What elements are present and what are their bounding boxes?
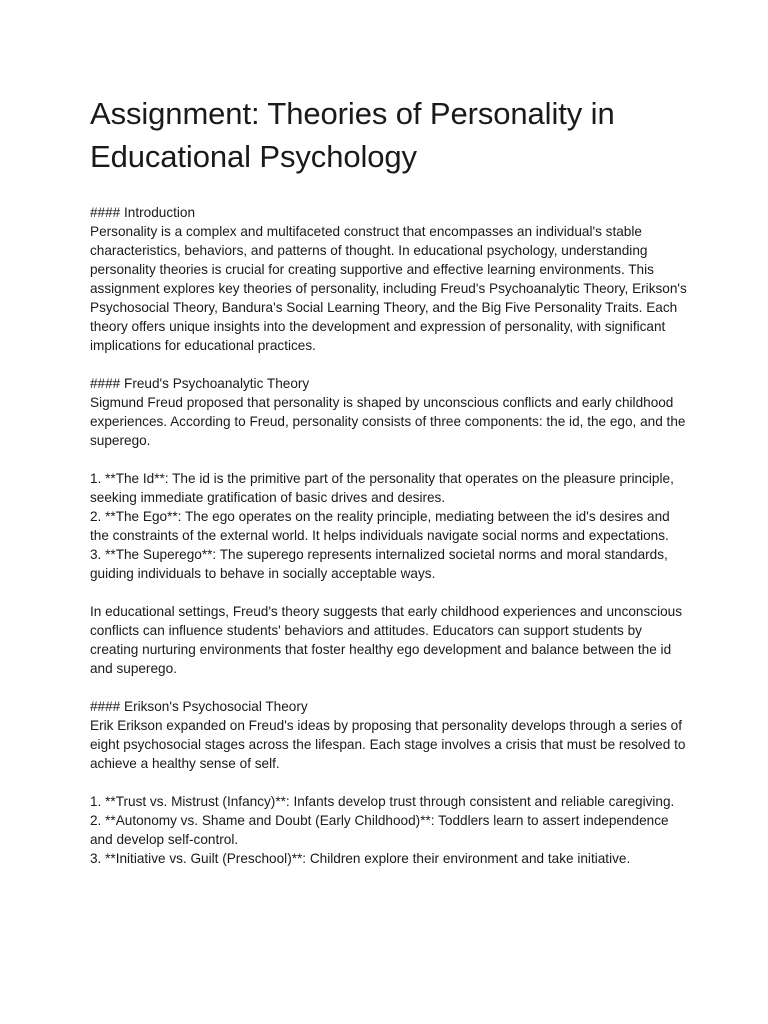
freud-list-item: 2. **The Ego**: The ego operates on the reality principle, mediating between the id's desires and the constraints of the external world. It helps individuals navigate social norms and expectations. — [90, 509, 674, 543]
erikson-list-item: 2. **Autonomy vs. Shame and Doubt (Early Childhood)**: Toddlers learn to assert independence and develop self-control. — [90, 813, 673, 847]
freud-list-item: 3. **The Superego**: The superego represents internalized societal norms and moral standards, guiding individuals to behave in socially acceptable ways. — [90, 547, 672, 581]
paragraph-gap — [90, 773, 690, 792]
intro-heading: #### Introduction — [90, 205, 196, 220]
freud-education-paragraph: In educational settings, Freud's theory suggests that early childhood experiences and unconscious conflicts can influence students' behaviors and attitudes. Educators can support students by creating nurturing environments that foster healthy ego development and balance between the id and superego. — [90, 604, 686, 676]
erikson-list-item: 1. **Trust vs. Mistrust (Infancy)**: Infants develop trust through consistent and reliable caregiving. — [90, 794, 675, 809]
paragraph-gap — [90, 355, 690, 374]
document-title: Assignment: Theories of Personality in Educational Psychology — [90, 96, 615, 174]
erikson-heading: #### Erikson's Psychosocial Theory — [90, 699, 308, 714]
document-page — [90, 92, 690, 868]
paragraph-gap — [90, 583, 690, 602]
freud-heading: #### Freud's Psychoanalytic Theory — [90, 376, 310, 391]
freud-list-item: 1. **The Id**: The id is the primitive part of the personality that operates on the pleasure principle, seeking immediate gratification of basic drives and desires. — [90, 471, 678, 505]
paragraph-gap — [90, 450, 690, 469]
intro-paragraph: Personality is a complex and multifaceted construct that encompasses an individual's stable characteristics, behaviors, and patterns of thought. In educational psychology, understanding personality theories is crucial for creating supportive and effective learning environments. This assignment explores key theories of personality, including Freud's Psychoanalytic Theory, Erikson's Psychosocial Theory, Bandura's Social Learning Theory, and the Big Five Personality Traits. Each theory offers unique insights into the development and expression of personality, with significant implications for educational practices. — [90, 224, 691, 353]
paragraph-gap — [90, 678, 690, 697]
erikson-list-item: 3. **Initiative vs. Guilt (Preschool)**: Children explore their environment and take initiative. — [90, 851, 631, 866]
freud-paragraph: Sigmund Freud proposed that personality is shaped by unconscious conflicts and early childhood experiences. According to Freud, personality consists of three components: the id, the ego, and the superego. — [90, 395, 690, 448]
erikson-paragraph: Erik Erikson expanded on Freud's ideas by proposing that personality develops through a series of eight psychosocial stages across the lifespan. Each stage involves a crisis that must be resolved to achieve a healthy sense of self. — [90, 718, 690, 771]
